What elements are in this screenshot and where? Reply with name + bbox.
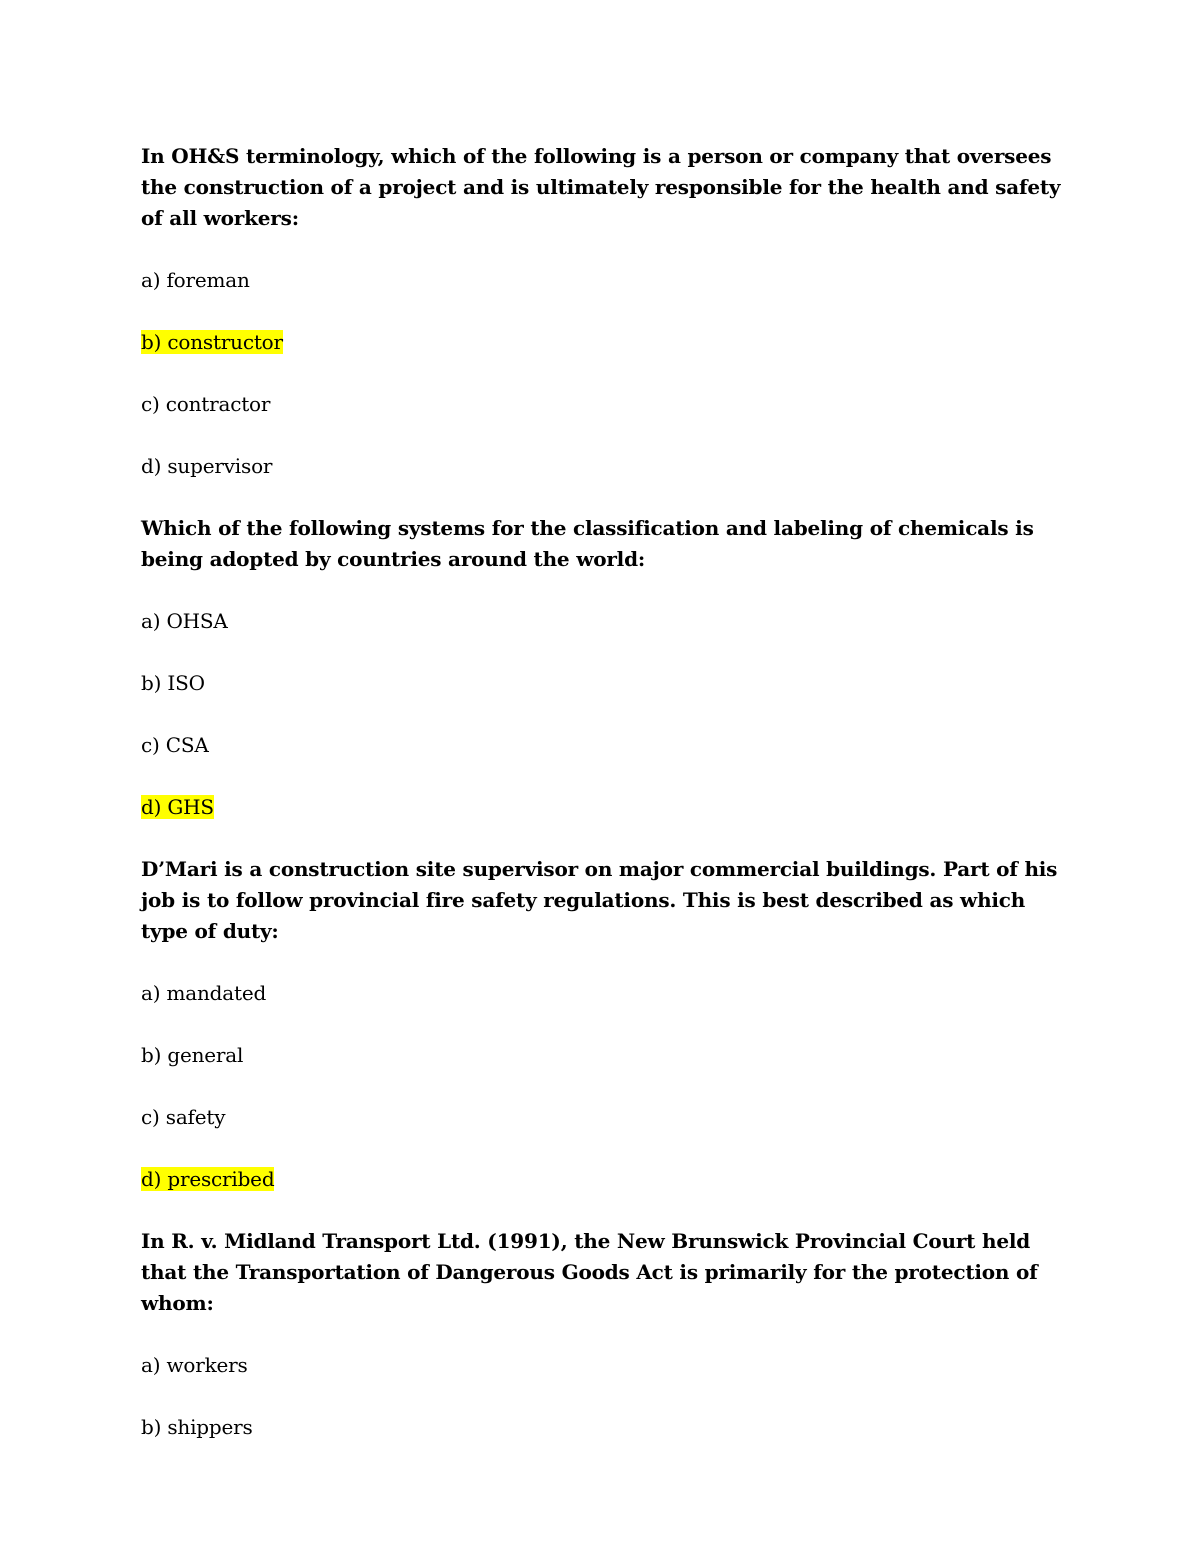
question-1-option-b xyxy=(141,327,1061,358)
option-label: c) CSA xyxy=(141,733,209,757)
highlighted-answer: b) constructor xyxy=(141,330,283,354)
highlighted-answer: d) prescribed xyxy=(141,1167,275,1191)
question-4-text: In R. v. Midland Transport Ltd. (1991), the New Brunswick Provincial Court held that the Transportation of Dangerous Goods Act is primarily for the protection of whom: xyxy=(141,1229,1038,1315)
document-body xyxy=(141,141,1061,1474)
option-label: b) shippers xyxy=(141,1415,253,1439)
option-label: c) contractor xyxy=(141,392,271,416)
option-label: a) OHSA xyxy=(141,609,228,633)
question-3-option-a xyxy=(141,978,1061,1009)
option-label: d) supervisor xyxy=(141,454,273,478)
question-3-option-d xyxy=(141,1164,1061,1195)
question-3-text: D’Mari is a construction site supervisor on major commercial buildings. Part of his job is to follow provincial fire safety regulations. This is best described as which type of duty: xyxy=(141,857,1058,943)
question-2-text: Which of the following systems for the classification and labeling of chemicals is being adopted by countries around the world: xyxy=(141,516,1034,571)
question-2-option-d xyxy=(141,792,1061,823)
option-label: b) general xyxy=(141,1043,244,1067)
question-3-option-b xyxy=(141,1040,1061,1071)
question-1-option-d xyxy=(141,451,1061,482)
question-1-option-c xyxy=(141,389,1061,420)
question-1-option-a xyxy=(141,265,1061,296)
question-4-option-b xyxy=(141,1412,1061,1443)
question-3-option-c xyxy=(141,1102,1061,1133)
question-4-option-a xyxy=(141,1350,1061,1381)
question-1-text: In OH&S terminology, which of the following is a person or company that oversees the construction of a project and is ultimately responsible for the health and safety of all workers: xyxy=(141,144,1061,230)
question-2-option-b xyxy=(141,668,1061,699)
option-label: b) ISO xyxy=(141,671,205,695)
question-2-option-c xyxy=(141,730,1061,761)
highlighted-answer: d) GHS xyxy=(141,795,214,819)
option-label: c) safety xyxy=(141,1105,226,1129)
option-label: a) mandated xyxy=(141,981,267,1005)
question-2-option-a xyxy=(141,606,1061,637)
option-label: a) foreman xyxy=(141,268,250,292)
option-label: a) workers xyxy=(141,1353,248,1377)
